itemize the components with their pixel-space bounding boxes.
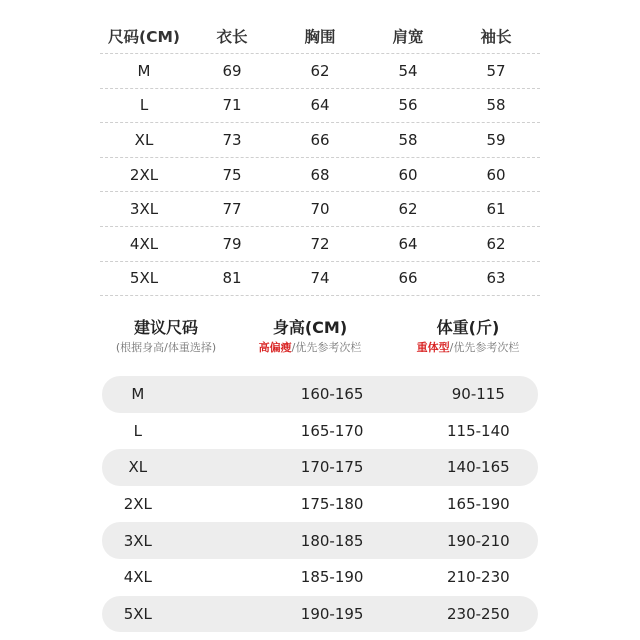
height-range-cell: 185-190 xyxy=(300,568,364,587)
header-length: 衣长 xyxy=(216,27,248,46)
recommendation-row xyxy=(102,449,538,486)
header-size: 尺码(CM) xyxy=(108,27,180,46)
recommendation-row xyxy=(102,522,538,559)
weight-heading xyxy=(388,316,548,356)
shoulder-cell: 66 xyxy=(398,269,418,288)
length-cell: 73 xyxy=(222,130,242,149)
weight-range-cell: 90-115 xyxy=(451,385,505,404)
recommended-size-cell: 2XL xyxy=(123,495,152,514)
sleeve-cell: 60 xyxy=(486,165,506,184)
shoulder-cell: 62 xyxy=(398,200,418,219)
height-note-text: /优先参考次栏 xyxy=(291,341,362,354)
weight-note xyxy=(388,340,548,356)
recommended-size-cell: 5XL xyxy=(123,604,152,623)
size-cell: L xyxy=(139,96,149,115)
recommendation-row xyxy=(102,376,538,413)
size-cell: XL xyxy=(134,130,154,149)
recommended-size-cell: 4XL xyxy=(123,568,152,587)
length-cell: 71 xyxy=(222,96,242,115)
size-cell: 4XL xyxy=(129,234,159,253)
chest-cell: 62 xyxy=(310,61,330,80)
weight-range-cell: 115-140 xyxy=(446,421,510,440)
height-range-cell: 160-165 xyxy=(300,385,364,404)
table-row xyxy=(100,123,540,158)
header-chest: 胸围 xyxy=(304,27,336,46)
chest-cell: 66 xyxy=(310,130,330,149)
height-range-cell: 190-195 xyxy=(300,604,364,623)
table-header-row xyxy=(100,18,540,54)
table-row xyxy=(100,192,540,227)
weight-range-cell: 210-230 xyxy=(446,568,510,587)
recommended-size-cell: L xyxy=(133,421,142,440)
height-range-cell: 180-185 xyxy=(300,531,364,550)
height-range-cell: 175-180 xyxy=(300,495,364,514)
sleeve-cell: 62 xyxy=(486,234,506,253)
recommended-size-cell: 3XL xyxy=(123,531,152,550)
recommended-size-cell: M xyxy=(131,385,145,404)
recommendation-row xyxy=(102,486,538,523)
size-cell: M xyxy=(137,61,151,80)
sleeve-cell: 59 xyxy=(486,130,506,149)
weight-range-cell: 230-250 xyxy=(446,604,510,623)
chest-cell: 70 xyxy=(310,200,330,219)
sleeve-cell: 58 xyxy=(486,96,506,115)
weight-note-text: /优先参考次栏 xyxy=(449,341,520,354)
recommended-size-note: (根据身高/体重选择) xyxy=(115,341,217,354)
recommended-size-cell: XL xyxy=(128,458,148,477)
chest-cell: 74 xyxy=(310,269,330,288)
recommendation-row xyxy=(102,413,538,450)
chest-cell: 68 xyxy=(310,165,330,184)
sleeve-cell: 57 xyxy=(486,61,506,80)
height-range-cell: 170-175 xyxy=(300,458,364,477)
size-measurement-table xyxy=(100,18,540,296)
height-note xyxy=(232,340,388,356)
recommendation-row xyxy=(102,596,538,633)
recommendation-row xyxy=(102,559,538,596)
height-note-highlight: 高偏瘦 xyxy=(258,341,292,354)
weight-title: 体重(斤) xyxy=(436,318,500,337)
chest-cell: 72 xyxy=(310,234,330,253)
shoulder-cell: 56 xyxy=(398,96,418,115)
table-row xyxy=(100,158,540,193)
table-row xyxy=(100,89,540,124)
table-row xyxy=(100,262,540,297)
length-cell: 81 xyxy=(222,269,242,288)
length-cell: 79 xyxy=(222,234,242,253)
header-shoulder: 肩宽 xyxy=(392,27,424,46)
recommended-size-title: 建议尺码 xyxy=(133,318,198,337)
weight-range-cell: 140-165 xyxy=(446,458,510,477)
shoulder-cell: 60 xyxy=(398,165,418,184)
shoulder-cell: 64 xyxy=(398,234,418,253)
size-cell: 3XL xyxy=(129,200,159,219)
recommendation-table xyxy=(102,376,538,632)
height-range-cell: 165-170 xyxy=(300,421,364,440)
height-title: 身高(CM) xyxy=(272,318,348,337)
length-cell: 75 xyxy=(222,165,242,184)
height-heading xyxy=(232,316,388,356)
weight-range-cell: 165-190 xyxy=(446,495,510,514)
shoulder-cell: 58 xyxy=(398,130,418,149)
recommended-size-heading xyxy=(100,316,232,356)
sleeve-cell: 63 xyxy=(486,269,506,288)
table-row xyxy=(100,227,540,262)
table-row xyxy=(100,54,540,89)
recommendation-header xyxy=(100,316,540,362)
header-sleeve: 袖长 xyxy=(480,27,512,46)
weight-note-highlight: 重体型 xyxy=(416,341,450,354)
sleeve-cell: 61 xyxy=(486,200,506,219)
chest-cell: 64 xyxy=(310,96,330,115)
length-cell: 69 xyxy=(222,61,242,80)
size-cell: 2XL xyxy=(129,165,159,184)
weight-range-cell: 190-210 xyxy=(446,531,510,550)
size-cell: 5XL xyxy=(129,269,159,288)
length-cell: 77 xyxy=(222,200,242,219)
shoulder-cell: 54 xyxy=(398,61,418,80)
